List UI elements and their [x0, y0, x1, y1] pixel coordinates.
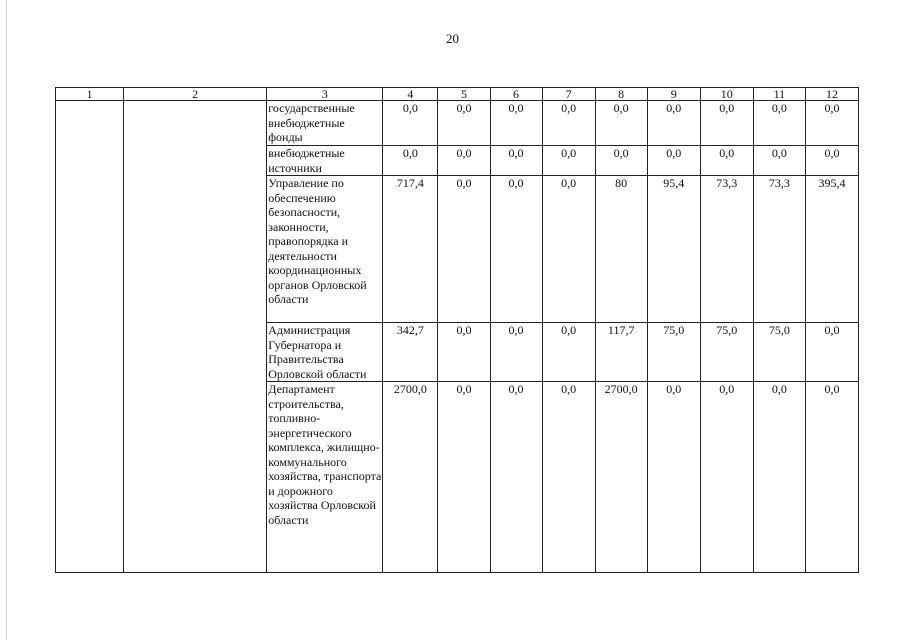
value-cell: 0,0	[805, 382, 858, 573]
value-cell: 395,4	[805, 176, 858, 323]
value-cell: 717,4	[383, 176, 438, 323]
value-cell: 73,3	[753, 176, 805, 323]
value-cell: 0,0	[490, 176, 542, 323]
merged-cell-col1	[56, 101, 124, 573]
column-header: 9	[647, 88, 700, 101]
column-header: 2	[124, 88, 267, 101]
value-cell: 75,0	[647, 323, 700, 382]
value-cell: 0,0	[647, 382, 700, 573]
column-header: 5	[438, 88, 490, 101]
column-header: 1	[56, 88, 124, 101]
value-cell: 0,0	[438, 323, 490, 382]
value-cell: 0,0	[490, 146, 542, 176]
value-cell: 0,0	[490, 101, 542, 146]
value-cell: 0,0	[542, 176, 595, 323]
value-cell: 0,0	[383, 101, 438, 146]
value-cell: 0,0	[490, 323, 542, 382]
value-cell: 0,0	[753, 146, 805, 176]
value-cell: 0,0	[542, 382, 595, 573]
row-label: государственные внебюджетные фонды	[267, 101, 383, 146]
value-cell: 0,0	[595, 146, 647, 176]
value-cell: 2700,0	[383, 382, 438, 573]
row-label: внебюджетные источники	[267, 146, 383, 176]
value-cell: 0,0	[700, 382, 753, 573]
value-cell: 0,0	[647, 101, 700, 146]
value-cell: 0,0	[753, 382, 805, 573]
row-label: Департамент строительства, топливно-энергетического комплекса, жилищно-коммунального хозяйства, транспорта и дорожного хозяйства Орловской области	[267, 382, 383, 573]
budget-table	[55, 87, 859, 573]
column-header: 7	[542, 88, 595, 101]
column-header: 3	[267, 88, 383, 101]
value-cell: 0,0	[438, 101, 490, 146]
value-cell: 117,7	[595, 323, 647, 382]
value-cell: 0,0	[438, 382, 490, 573]
column-header: 11	[753, 88, 805, 101]
value-cell: 0,0	[700, 146, 753, 176]
value-cell: 0,0	[438, 176, 490, 323]
value-cell: 0,0	[542, 323, 595, 382]
value-cell: 0,0	[595, 101, 647, 146]
value-cell: 0,0	[805, 146, 858, 176]
value-cell: 0,0	[805, 323, 858, 382]
column-header: 12	[805, 88, 858, 101]
value-cell: 0,0	[542, 101, 595, 146]
merged-cell-col2	[124, 101, 267, 573]
value-cell: 0,0	[542, 146, 595, 176]
page-number: 20	[446, 31, 459, 46]
value-cell: 0,0	[700, 101, 753, 146]
value-cell: 73,3	[700, 176, 753, 323]
value-cell: 0,0	[490, 382, 542, 573]
row-label: Управление по обеспечению безопасности, законности, правопорядка и деятельности координационных органов Орловской области	[267, 176, 383, 323]
value-cell: 0,0	[438, 146, 490, 176]
value-cell: 0,0	[753, 101, 805, 146]
value-cell: 2700,0	[595, 382, 647, 573]
value-cell: 75,0	[700, 323, 753, 382]
column-header: 8	[595, 88, 647, 101]
value-cell: 0,0	[805, 101, 858, 146]
column-header: 4	[383, 88, 438, 101]
column-header: 10	[700, 88, 753, 101]
value-cell: 80	[595, 176, 647, 323]
value-cell: 95,4	[647, 176, 700, 323]
value-cell: 0,0	[647, 146, 700, 176]
scan-edge-line	[6, 0, 7, 640]
table-row	[56, 101, 859, 146]
value-cell: 342,7	[383, 323, 438, 382]
row-label: Администрация Губернатора и Правительства Орловской области	[267, 323, 383, 382]
value-cell: 75,0	[753, 323, 805, 382]
table-header-row	[56, 88, 859, 101]
value-cell: 0,0	[383, 146, 438, 176]
column-header: 6	[490, 88, 542, 101]
